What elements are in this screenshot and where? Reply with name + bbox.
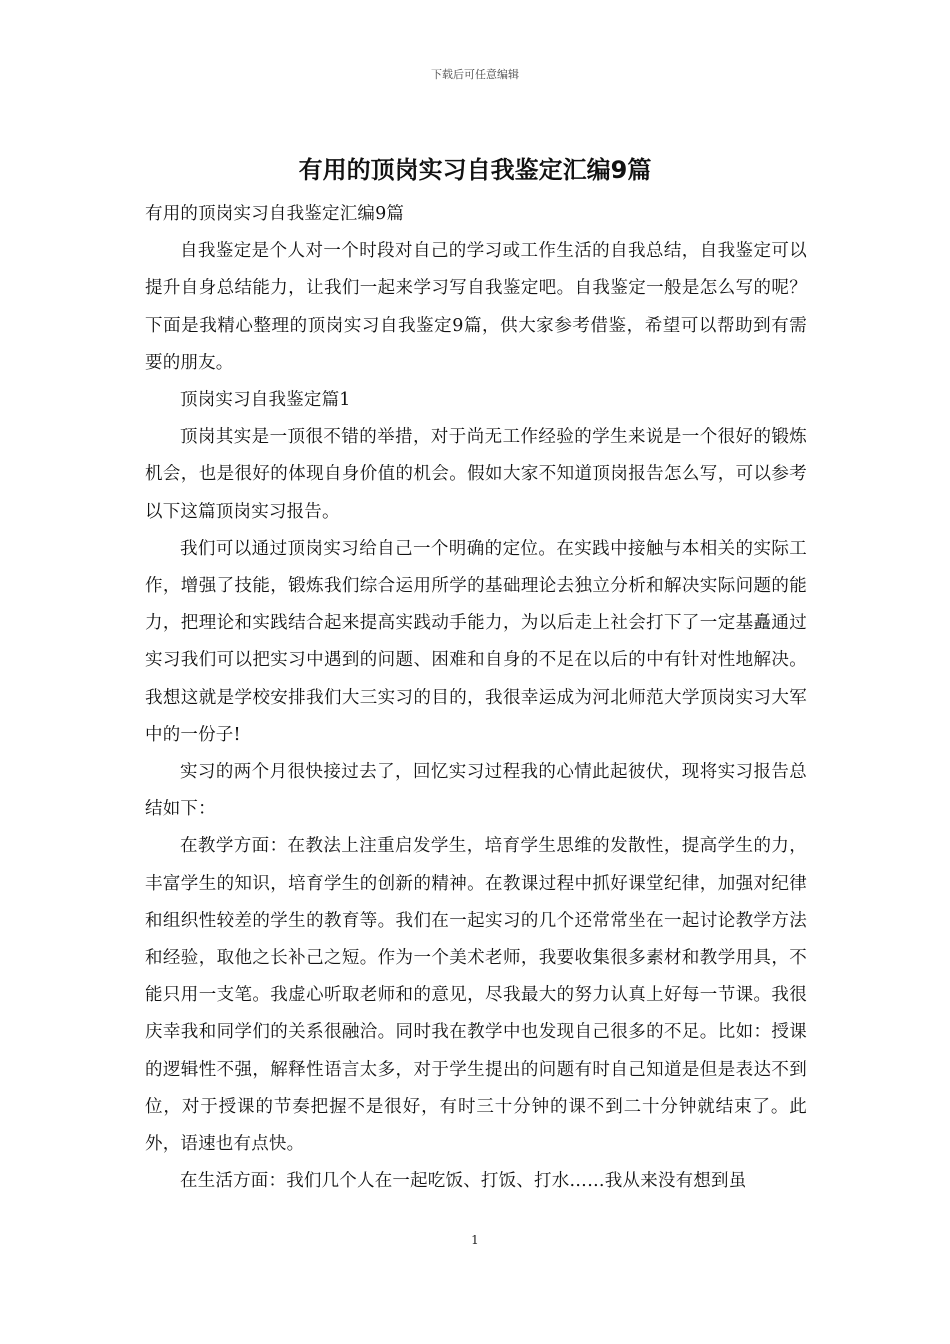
page-number: 1 <box>471 1233 479 1247</box>
document-title: 有用的顶岗实习自我鉴定汇编9篇 <box>298 156 652 184</box>
body-paragraph: 在教学方面：在教法上注重启发学生，培育学生思维的发散性，提高学生的力，丰富学生的知识，培育学生的创新的精神。在教课过程中抓好课堂纪律，加强对纪律和组织性较差的学生的教育等。我们在一起实习的几个还常常坐在一起讨论教学方法和经验，取他之长补己之短。作为一个美术老师，我要收集很多素材和教学用具，不能只用一支笔。我虚心听取老师和的意见，尽我最大的努力认真上好每一节课。我很庆幸我和同学们的关系很融洽。同时我在教学中也发现自己很多的不足。比如：授课的逻辑性不强，解释性语言太多，对于学生提出的问题有时自己知道是但是表达不到位，对于授课的节奏把握不是很好，有时三十分钟的课不到二十分钟就结束了。此外，语速也有点快。 <box>145 836 807 1155</box>
body-paragraph: 实习的两个月很快接过去了，回忆实习过程我的心情此起彼伏，现将实习报告总结如下： <box>145 762 807 820</box>
body-paragraph: 我们可以通过顶岗实习给自己一个明确的定位。在实践中接触与本相关的实际工作，增强了技能，锻炼我们综合运用所学的基础理论去独立分析和解决实际问题的能力，把理论和实践结合起来提高实践动手能力，为以后走上社会打下了一定基矗通过实习我们可以把实习中遇到的问题、困难和自身的不足在以后的中有针对性地解决。我想这就是学校安排我们大三实习的目的，我很幸运成为河北师范大学顶岗实习大军中的一份子! <box>145 538 807 745</box>
body-paragraph: 顶岗实习自我鉴定篇1 <box>180 390 351 411</box>
body-paragraph: 自我鉴定是个人对一个时段对自己的学习或工作生活的自我总结，自我鉴定可以提升自身总结能力，让我们一起来学习写自我鉴定吧。自我鉴定一般是怎么写的呢？下面是我精心整理的顶岗实习自我鉴定9篇，供大家参考借鉴，希望可以帮助到有需要的朋友。 <box>145 241 807 373</box>
body-paragraph: 顶岗其实是一顶很不错的举措，对于尚无工作经验的学生来说是一个很好的锻炼机会，也是很好的体现自身价值的机会。假如大家不知道顶岗报告怎么写，可以参考以下这篇顶岗实习报告。 <box>145 427 807 522</box>
body-paragraph: 在生活方面：我们几个人在一起吃饭、打饭、打水……我从来没有想到虽 <box>180 1171 747 1192</box>
header-note: 下载后可任意编辑 <box>431 68 519 81</box>
document-body <box>145 196 807 1200</box>
subtitle-paragraph: 有用的顶岗实习自我鉴定汇编9篇 <box>145 204 405 224</box>
